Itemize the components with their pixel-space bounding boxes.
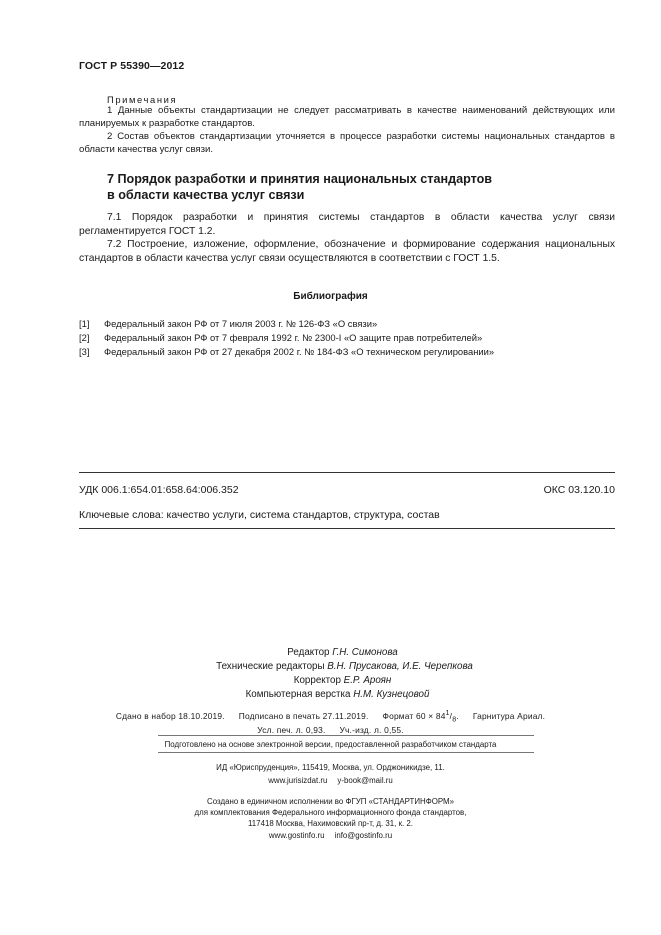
credit-layout bbox=[7, 688, 661, 702]
bibliography-entry bbox=[79, 317, 619, 330]
made-by-line-1: Создано в единичном исполнении во ФГУП «СТАНДАРТИНФОРМ» bbox=[207, 797, 454, 806]
publisher-info bbox=[0, 762, 661, 787]
note-item-2: 2 Состав объектов стандартизации уточняется в процессе разработки системы национальных стандартов в области качества услуг связи. bbox=[79, 131, 615, 155]
section-title-line-1: 7 Порядок разработки и принятия национальных стандартов bbox=[107, 172, 493, 186]
section-paragraph-7-2: 7.2 Построение, изложение, оформление, обозначение и формирование содержания национальных стандартов в области качества услуг связи осуществляются в соответствии с ГОСТ 1.5. bbox=[79, 239, 615, 264]
credit-tech-editors bbox=[14, 660, 661, 674]
print-typeset: Сдано в набор 18.10.2019. bbox=[115, 711, 225, 721]
bibliography-entry-number: [2] bbox=[79, 332, 90, 343]
divider-bottom bbox=[79, 528, 615, 529]
credit-editor bbox=[12, 646, 661, 660]
keywords: Ключевые слова: качество услуги, система стандартов, структура, состав bbox=[79, 509, 440, 521]
bibliography-entry-text: Федеральный закон РФ от 7 июля 2003 г. № 126-ФЗ «О связи» bbox=[104, 318, 378, 329]
print-pub-sheets: Уч.-изд. л. 0,55. bbox=[339, 725, 404, 735]
credit-editor-label: Редактор bbox=[287, 647, 330, 658]
print-typeface: Гарнитура Ариал. bbox=[472, 711, 546, 721]
made-by-info bbox=[0, 796, 661, 841]
standard-header: ГОСТ Р 55390—2012 bbox=[79, 60, 185, 72]
publisher-site-link[interactable]: www.jurisizdat.ru bbox=[268, 775, 328, 785]
bibliography-entry-text: Федеральный закон РФ от 27 декабря 2002 г. № 184-ФЗ «О техническом регулировании» bbox=[104, 346, 495, 357]
credit-editor-name: Г.Н. Симонова bbox=[332, 647, 398, 658]
divider-print bbox=[158, 735, 534, 736]
publisher-contacts bbox=[0, 775, 661, 788]
print-sheets: Усл. печ. л. 0,93. bbox=[257, 725, 326, 735]
made-by-line-3: 117418 Москва, Нахимовский пр-т, д. 31, к. 2. bbox=[247, 819, 413, 829]
section-title bbox=[107, 171, 547, 203]
publisher-address: ИД «Юриспруденция», 115419, Москва, ул. Орджоникидзе, 11. bbox=[216, 763, 445, 772]
bibliography-entry-text: Федеральный закон РФ от 7 февраля 1992 г. № 2300-I «О защите прав потребителей» bbox=[104, 332, 483, 343]
prepared-note: Подготовлено на основе электронной версии, предоставленной разработчиком стандарта bbox=[164, 740, 497, 749]
note-item-1: 1 Данные объекты стандартизации не следует рассматривать в качестве наименований действующих или планируемых к разработке стандартов. bbox=[79, 105, 615, 129]
bibliography-entry-number: [3] bbox=[79, 346, 90, 357]
credit-tech-editors-names: В.Н. Прусакова, И.Е. Черепкова bbox=[327, 661, 473, 672]
divider-top bbox=[79, 472, 615, 473]
credit-layout-label: Компьютерная верстка bbox=[245, 689, 351, 700]
udk-code: УДК 006.1:654.01:658.64:006.352 bbox=[79, 484, 239, 496]
credit-tech-editors-label: Технические редакторы bbox=[216, 661, 325, 672]
notes-title: Примечания bbox=[107, 94, 178, 105]
credits-block bbox=[0, 646, 661, 702]
oks-code: ОКС 03.120.10 bbox=[543, 484, 615, 496]
print-format: Формат $60 \times 84^1/_8$. bbox=[382, 710, 459, 724]
made-by-email-link[interactable]: info@gostinfo.ru bbox=[334, 830, 393, 840]
bibliography-entry bbox=[79, 345, 619, 358]
divider-prepared bbox=[158, 752, 534, 753]
bibliography-title: Библиография bbox=[293, 291, 368, 302]
bibliography-entry-number: [1] bbox=[79, 318, 90, 329]
made-by-site-link[interactable]: www.gostinfo.ru bbox=[268, 830, 325, 840]
publisher-email-link[interactable]: y-book@mail.ru bbox=[337, 775, 393, 785]
print-signed: Подписано в печать 27.11.2019. bbox=[238, 711, 369, 721]
credit-layout-name: Н.М. Кузнецовой bbox=[353, 689, 430, 700]
print-info bbox=[0, 709, 661, 737]
credit-proofreader-label: Корректор bbox=[293, 675, 341, 686]
section-title-line-2: в области качества услуг связи bbox=[107, 188, 305, 202]
bibliography-entry bbox=[79, 331, 619, 344]
made-by-contacts bbox=[0, 830, 661, 841]
section-paragraph-7-1: 7.1 Порядок разработки и принятия системы стандартов в области качества услуг связи регламентируется ГОСТ 1.2. bbox=[79, 212, 615, 237]
print-info-line-1 bbox=[0, 709, 661, 723]
credit-proofreader-name: Е.Р. Ароян bbox=[343, 675, 392, 686]
credit-proofreader bbox=[12, 674, 661, 688]
made-by-line-2: для комплектования Федерального информационного фонда стандартов, bbox=[194, 808, 467, 818]
